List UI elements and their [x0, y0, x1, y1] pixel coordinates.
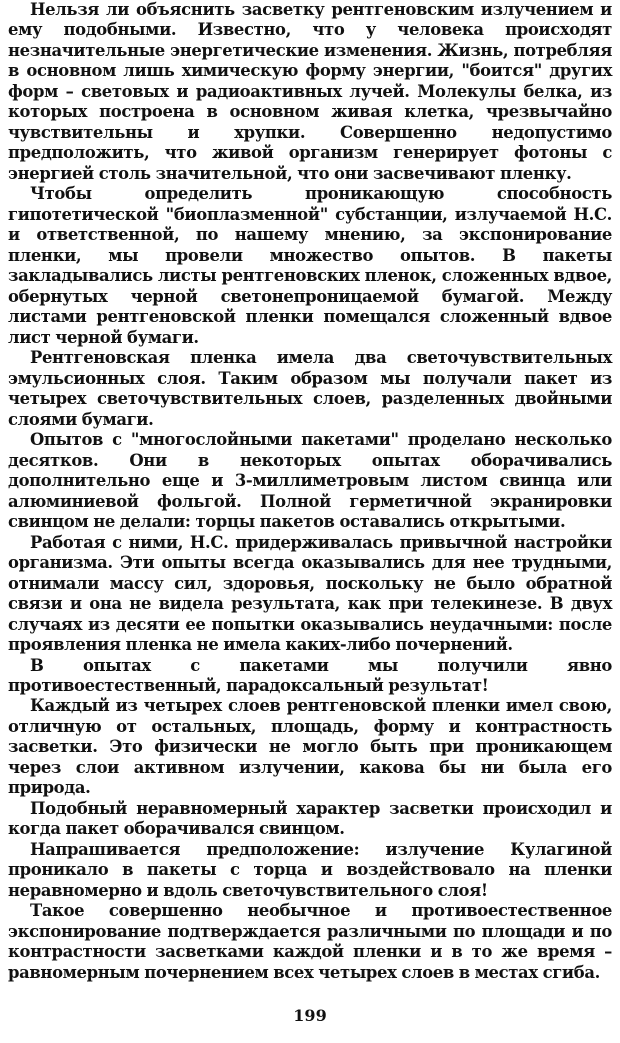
paragraph-8: Подобный неравномерный характер засветки происходил и когда пакет оборачивался свинцом.	[8, 798, 612, 839]
paragraph-9: Напрашивается предположение: излучение Кулагиной проникало в пакеты с торца и воздействовало на пленки неравномерно и вдоль светочувствительного слоя!	[8, 839, 612, 900]
paragraph-5: Работая с ними, Н.С. придерживалась привычной настройки организма. Эти опыты всегда оказывались для нее трудными, отнимали массу сил, здоровья, поскольку не было обратной связи и она не видела результата, как при телекинезе. В двух случаях из десяти ее попытки оказывались неудачными: после проявления пленка не имела каких-либо почернений.	[8, 532, 612, 655]
paragraph-4: Опытов с "многослойными пакетами" проделано несколько десятков. Они в некоторых опытах оборачивались дополнительно еще и 3-миллиметровым листом свинца или алюминиевой фольгой. Полной герметичной экранировки свинцом не делали: торцы пакетов оставались открытыми.	[8, 430, 612, 532]
paragraph-7: Каждый из четырех слоев рентгеновской пленки имел свою, отличную от остальных, площадь, форму и контрастность засветки. Это физически не могло быть при проникающем через слои активном излучении, какова бы ни была его природа.	[8, 696, 612, 798]
paragraph-6: В опытах с пакетами мы получили явно противоестественный, парадоксальный результат!	[8, 655, 612, 695]
paragraph-10: Такое совершенно необычное и противоестественное экспонирование подтверждается различными по площади и по контрастности засветками каждой пленки и в то же время – равномерным почернением всех четырех слоев в местах сгиба.	[8, 901, 612, 982]
paragraph-2: Чтобы определить проникающую способность гипотетической "биоплазменной" субстанции, излучаемой Н.С. и ответственной, по нашему мнению, за экспонирование пленки, мы провели множество опытов. В пакеты закладывались листы рентгеновских пленок, сложенных вдвое, обернутых черной светонепроницаемой бумагой. Между листами рентгеновской пленки помещался сложенный вдвое лист черной бумаги.	[8, 184, 612, 347]
page-number: 199	[293, 1006, 327, 1025]
body-text	[8, 0, 612, 983]
paragraph-1: Нельзя ли объяснить засветку рентгеновским излучением и ему подобными. Известно, что у человека происходят незначительные энергетические изменения. Жизнь, потребляя в основном лишь химическую форму энергии, "боится" других форм – световых и радиоактивных лучей. Молекулы белка, из которых построена в основном живая клетка, чрезвычайно чувствительны и хрупки. Совершенно недопустимо предположить, что живой организм генерирует фотоны с энергией столь значительной, что они засвечивают пленку.	[8, 0, 612, 183]
paragraph-3: Рентгеновская пленка имела два светочувствительных эмульсионных слоя. Таким образом мы получали пакет из четырех светочувствительных слоев, разделенных двойными слоями бумаги.	[8, 348, 612, 429]
